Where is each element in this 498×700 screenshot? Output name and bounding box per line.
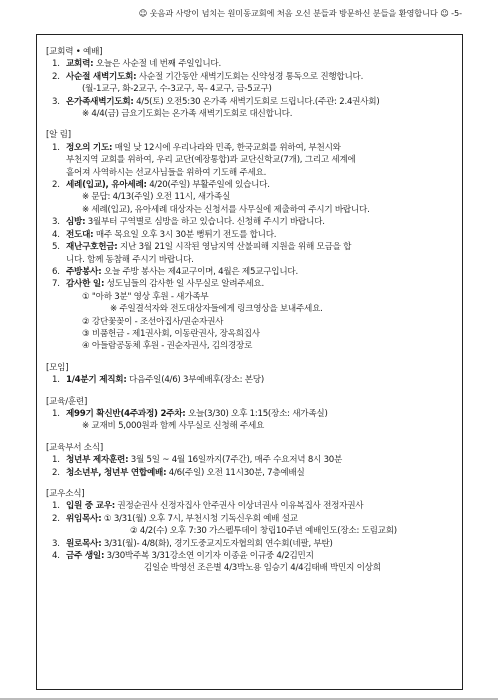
list-item <box>46 278 456 290</box>
list-item-text: 3/31(월)- 4/8(화), 경기도중교지도자협의회 연수회(네팔, 부탄) <box>101 538 333 549</box>
list-item-label: 전도대: <box>66 229 94 240</box>
list-item <box>46 316 456 328</box>
list-item-number: 3. <box>52 538 60 549</box>
list-item-label: 제99기 확신반(4주과정) 2주차: <box>66 408 186 419</box>
list-item-text: ※ 세례(입교), 유아세례 대상자는 신청서를 사무실에 제출하여 주시기 바랍니다. <box>82 204 370 215</box>
list-item <box>46 179 456 191</box>
list-item-text: ④ 아들람공동체 후원 - 권순자권사, 김의경장로 <box>82 341 253 352</box>
list-item <box>46 291 456 303</box>
list-item-text: ② 4/2(수) 오후 7:30 가스펠투데이 창립10주년 예배인도(장소: 도림교회) <box>130 526 397 537</box>
list-item <box>46 328 456 340</box>
list-item-label: 청년부 제자훈련: <box>66 455 129 466</box>
list-item <box>46 513 456 525</box>
list-item-label: 청소년부, 청년부 연합예배: <box>66 467 167 478</box>
list-item-number: 6. <box>52 266 60 277</box>
list-item <box>46 58 456 70</box>
list-item-label: 재난구호헌금: <box>66 242 118 253</box>
section <box>46 442 456 479</box>
list-item-number: 1. <box>52 408 60 419</box>
section <box>46 362 456 387</box>
list-item <box>46 254 456 266</box>
list-item <box>46 420 456 432</box>
list-item-text: ※ 4/4(금) 금요기도회는 온가족 새벽기도회로 대신합니다. <box>82 109 293 120</box>
section <box>46 129 456 352</box>
list-item-text: 4/5(토) 오전5:30 온가족 새벽기도회로 드립니다.(주관: 2.4권사회) <box>133 96 380 107</box>
list-item-text: ※ 주일결석자와 전도대상자들에게 링크영상을 보내주세요. <box>110 304 323 315</box>
list-item-label: 사순절 새벽기도회: <box>66 71 137 82</box>
list-item-label: 세례(입교), 유아세례: <box>66 180 147 191</box>
section <box>46 396 456 433</box>
list-item-text: 니다. 함께 동참해 주시기 바랍니다. <box>66 254 194 265</box>
list-item-text: 권정순권사 신정자집사 안주권사 이상녀권사 이유복집사 전정자권사 <box>114 501 364 512</box>
list-item <box>46 266 456 278</box>
list-item <box>46 167 456 179</box>
list-item-text: 흩어져 사역하시는 선교사님들을 위하여 기도해 주세요. <box>66 167 267 178</box>
list-item-number: 1. <box>52 59 60 70</box>
list-item-label: 위임목사: <box>66 513 102 524</box>
list-item-text: 오늘(3/30) 오후 1:15(장소: 새가족실) <box>185 408 328 419</box>
list-item-label: 원로목사: <box>66 538 102 549</box>
list-item-label: 입원 중 교우: <box>66 501 115 512</box>
list-item-text: 김일순 박영선 조은별 4/3박노용 임승기 4/4김태배 박민지 이상희 <box>144 563 381 574</box>
list-item <box>46 454 456 466</box>
list-item-number: 3. <box>52 217 60 228</box>
list-item <box>46 216 456 228</box>
list-item <box>46 71 456 83</box>
list-item <box>46 374 456 386</box>
list-item-text: ※ 문답: 4/13(주일) 오전 11시, 새가족실 <box>82 192 230 203</box>
list-item-text: 오늘 주방 봉사는 제4교구이며, 4월은 제5교구입니다. <box>101 266 298 277</box>
section-title: [알 림] <box>46 130 71 141</box>
list-item-number: 5. <box>52 242 60 253</box>
list-item-number: 4. <box>52 551 60 562</box>
list-item-text: 오늘은 사순절 네 번째 주일입니다. <box>93 59 221 70</box>
section <box>46 46 456 120</box>
list-item-text: (월-1교구, 화-2교구, 수-3교구, 목- 4교구, 금-5교구) <box>82 84 272 95</box>
list-item-number: 4. <box>52 229 60 240</box>
list-item-number: 7. <box>52 279 60 290</box>
list-item <box>46 96 456 108</box>
section-title: [교육/훈련] <box>46 396 88 407</box>
list-item-text: ② 강단꽃꽂이 - 조선아집사/권순자권사 <box>82 316 224 327</box>
list-item-number: 1. <box>52 501 60 512</box>
section-title: [교육부서 소식] <box>46 442 103 453</box>
list-item-text: 매일 낮 12시에 우리나라와 민족, 한국교회를 위하여, 부천시와 <box>112 142 341 153</box>
list-item <box>46 142 456 154</box>
list-item <box>46 204 456 216</box>
list-item <box>46 303 456 315</box>
list-item-number: 3. <box>52 96 60 107</box>
list-item <box>46 154 456 166</box>
section-title: [모임] <box>46 362 69 373</box>
list-item <box>46 550 456 562</box>
list-item-text: 3/30박주복 3/31강소연 이기자 이종윤 이규중 4/2김민지 <box>104 551 314 562</box>
list-item-text: ③ 비품헌금 - 제1권사회, 이동란권사, 장옥희집사 <box>82 328 260 339</box>
list-item-number: 1. <box>52 142 60 153</box>
list-item <box>46 83 456 95</box>
list-item-text: 부천지역 교회를 위하여, 우리 교단(예장통합)과 교단신학교(7개), 그리고 세계에 <box>66 155 356 166</box>
list-item-text: ※ 교재비 5,000원과 함께 사무실로 신청해 주세요 <box>82 421 265 432</box>
list-item-label: 교회력: <box>66 59 94 70</box>
list-item-number: 1. <box>52 375 60 386</box>
list-item <box>46 108 456 120</box>
page-header: ☺ 웃음과 사랑이 넘치는 원미동교회에 처음 오신 분들과 방문하신 분들을 환영합니다 ☺ -5- <box>138 8 462 18</box>
list-item-label: 감사한 일: <box>66 279 105 290</box>
list-item <box>46 241 456 253</box>
list-item-label: 정오의 기도: <box>66 142 113 153</box>
list-item <box>46 408 456 420</box>
list-item-text: 성도님들의 감사한 일 사무실로 알려주세요. <box>104 279 264 290</box>
list-item-text: 3월부터 구역별로 심방을 하고 있습니다. 신청해 주시기 바랍니다. <box>85 217 325 228</box>
list-item-text: 지난 3월 21일 시작된 영남지역 산불피해 지원을 위해 모금을 합 <box>117 242 352 253</box>
list-item-label: 금주 생일: <box>66 551 105 562</box>
list-item <box>46 191 456 203</box>
list-item-label: 주방봉사: <box>66 266 102 277</box>
list-item-text: 4/20(주일) 부활주일에 있습니다. <box>146 180 270 191</box>
list-item-number: 2. <box>52 513 60 524</box>
list-item <box>46 500 456 512</box>
list-item-label: 심방: <box>66 217 86 228</box>
list-item-number: 2. <box>52 71 60 82</box>
list-item-number: 2. <box>52 180 60 191</box>
list-item-label: 1/4분기 제직회: <box>66 375 127 386</box>
list-item-text: 다음주일(4/6) 3부예배후(장소: 본당) <box>126 375 264 386</box>
section <box>46 488 456 575</box>
list-item-text: 3월 5일 ~ 4월 16일까지(7주간), 매주 수요저녁 8시 30분 <box>128 455 343 466</box>
section-title: [교우소식] <box>46 489 85 499</box>
list-item <box>46 340 456 352</box>
list-item-number: 2. <box>52 467 60 478</box>
bulletin-content <box>46 42 456 575</box>
list-item <box>46 229 456 241</box>
list-item <box>46 525 456 537</box>
list-item-label: 온가족새벽기도회: <box>66 96 134 107</box>
list-item-text: ① 3/31(월) 오후 7시, 부천시청 기독신우회 예배 설교 <box>101 513 298 524</box>
section-title: [교회력 • 예배] <box>46 47 103 57</box>
list-item <box>46 467 456 479</box>
list-item-text: 매주 목요일 오후 3시 30분 뻥튀기 전도를 합니다. <box>93 229 277 240</box>
list-item <box>46 538 456 550</box>
list-item <box>46 562 456 574</box>
list-item-text: 4/6(주일) 오전 11시30분, 7층예배실 <box>166 467 305 478</box>
list-item-text: 사순절 기간동안 새벽기도회는 신약성경 통독으로 진행합니다. <box>136 71 364 82</box>
list-item-number: 1. <box>52 455 60 466</box>
list-item-text: ① "아하 3분" 영상 후원 - 새가족부 <box>82 291 209 302</box>
